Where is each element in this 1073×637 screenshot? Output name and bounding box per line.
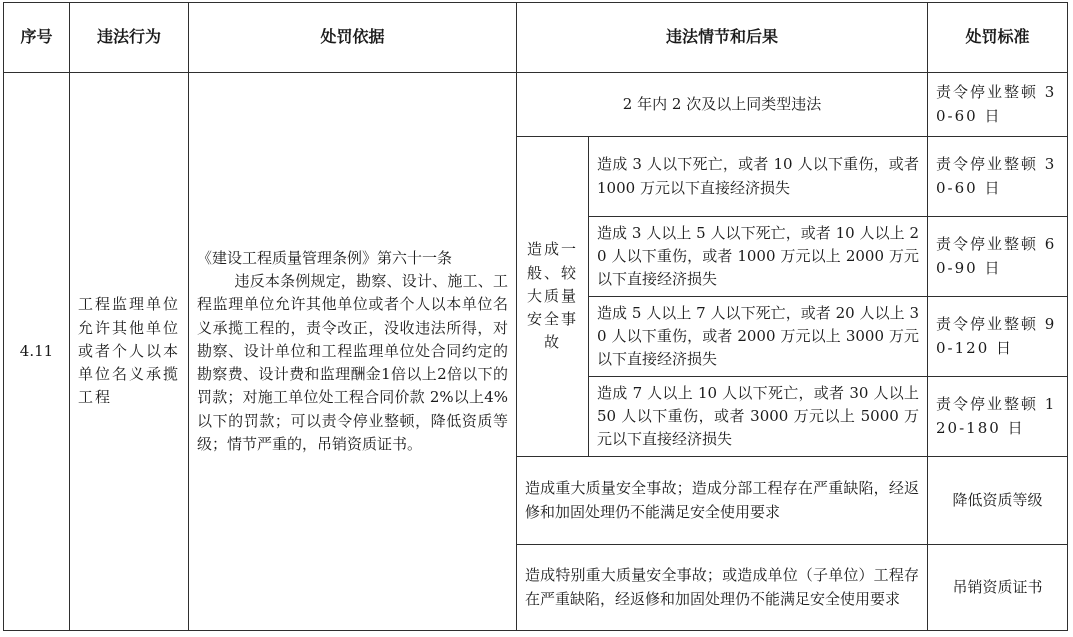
standard-cell: 降低资质等级: [928, 457, 1068, 545]
penalty-standard-table: [3, 2, 1068, 631]
standard-cell: 责令停业整顿 120-180 日: [928, 377, 1068, 457]
standard-cell: 责令停业整顿 30-60 日: [928, 73, 1068, 137]
circumstance-cell: 造成 5 人以上 7 人以下死亡，或者 20 人以上 30 人以下重伤，或者 2000 万元以上 3000 万元以下直接经济损失: [589, 297, 928, 377]
header-basis: 处罚依据: [189, 3, 517, 73]
header-act: 违法行为: [70, 3, 189, 73]
table-row: [4, 73, 1068, 137]
circumstance-cell: 造成重大质量安全事故；造成分部工程存在严重缺陷，经返修和加固处理仍不能满足安全使用要求: [517, 457, 928, 545]
standard-cell: 责令停业整顿 30-60 日: [928, 137, 1068, 217]
circumstance-cell: 造成 3 人以上 5 人以下死亡，或者 10 人以上 20 人以下重伤，或者 1000 万元以上 2000 万元以下直接经济损失: [589, 217, 928, 297]
header-row: [4, 3, 1068, 73]
header-no: 序号: [4, 3, 70, 73]
circumstance-cell: 2 年内 2 次及以上同类型违法: [517, 73, 928, 137]
basis-title: 《建设工程质量管理条例》第六十一条: [197, 248, 453, 267]
header-standard: 处罚标准: [928, 3, 1068, 73]
violation-act: 工程监理单位允许其他单位或者个人以本单位名义承揽工程: [70, 73, 189, 631]
basis-body: 违反本条例规定，勘察、设计、施工、工程监理单位允许其他单位或者个人以本单位名义承揽工程的，责令改正，没收违法所得，对勘察、设计单位和工程监理单位处合同约定的勘察费、设计费和监理酬金1倍以上2倍以下的罚款；对施工单位处工程合同价款 2%以上4%以下的罚款；可以责令停业整顿，降低资质等级；情节严重的，吊销资质证书。: [197, 272, 508, 453]
circumstance-cell: 造成 3 人以下死亡，或者 10 人以下重伤，或者 1000 万元以下直接经济损失: [589, 137, 928, 217]
row-number: 4.11: [4, 73, 70, 631]
circumstance-cell: 造成特别重大质量安全事故；或造成单位（子单位）工程存在严重缺陷，经返修和加固处理仍不能满足安全使用要求: [517, 545, 928, 631]
penalty-basis: [189, 73, 517, 631]
header-circumstance: 违法情节和后果: [517, 3, 928, 73]
circumstance-cell: 造成 7 人以上 10 人以下死亡，或者 30 人以上 50 人以下重伤，或者 3000 万元以上 5000 万元以下直接经济损失: [589, 377, 928, 457]
standard-cell: 责令停业整顿 90-120 日: [928, 297, 1068, 377]
standard-cell: 吊销资质证书: [928, 545, 1068, 631]
accident-group-label: 造成一般、较大质量安全事故: [517, 137, 589, 457]
standard-cell: 责令停业整顿 60-90 日: [928, 217, 1068, 297]
